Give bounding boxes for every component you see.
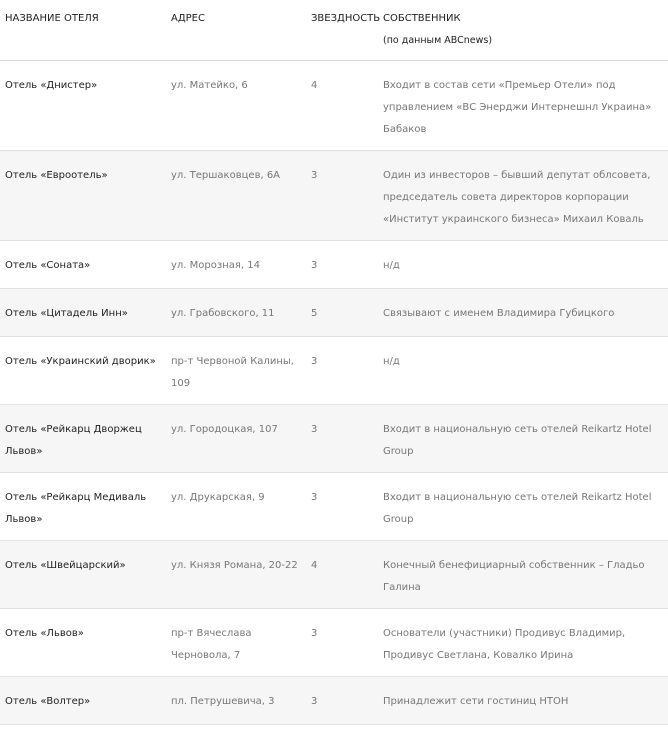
hotel-address: ул. Друкарская, 9 [166,473,306,541]
hotel-stars: 3 [306,677,378,725]
hotel-address: ул. Грабовского, 11 [166,289,306,337]
hotel-name: Отель «Днистер» [0,61,166,151]
hotel-address: пр-т Червоной Калины, 109 [166,337,306,405]
hotel-owner: Связывают с именем Владимира Губицкого [378,289,668,337]
hotel-address: пр-т Вячеслава Черновола, 7 [166,609,306,677]
hotel-stars: 3 [306,151,378,241]
header-address: АДРЕС [166,0,306,61]
table-row [0,405,668,473]
header-stars: ЗВЕЗДНОСТЬ [306,0,378,61]
hotel-owner: Входит в состав сети «Премьер Отели» под управлением «ВС Энерджи Интернешнл Украина» Бабаков [378,61,668,151]
table-row [0,61,668,151]
header-owner-label: СОБСТВЕННИК [383,13,461,24]
hotel-owner: Входит в национальную сеть отелей Reikartz Hotel Group [378,405,668,473]
table-row [0,677,668,725]
hotel-name: Отель «Львов» [0,609,166,677]
hotel-stars: 5 [306,289,378,337]
header-owner-note: (по данным ABCnews) [383,35,493,46]
hotel-address: ул. Городоцкая, 107 [166,405,306,473]
hotel-stars: 4 [306,61,378,151]
hotel-address: ул. Тершаковцев, 6А [166,151,306,241]
hotel-stars: 3 [306,609,378,677]
hotel-owner: Конечный бенефициарный собственник – Гладьо Галина [378,541,668,609]
table-row [0,473,668,541]
hotel-owner: Основатели (участники) Продивус Владимир, Продивус Светлана, Ковалко Ирина [378,609,668,677]
hotel-name: Отель «Украинский дворик» [0,337,166,405]
table-row [0,151,668,241]
hotel-owner: Входит в национальную сеть отелей Reikartz Hotel Group [378,473,668,541]
hotel-owner: Один из инвесторов – бывший депутат облсовета, председатель совета директоров корпорации «Институт украинского бизнеса» Михаил Коваль [378,151,668,241]
table-row [0,289,668,337]
header-name: НАЗВАНИЕ ОТЕЛЯ [0,0,166,61]
hotel-stars: 4 [306,541,378,609]
table-header-row [0,0,668,61]
hotel-address: пл. Петрушевича, 3 [166,677,306,725]
header-owner [378,0,668,61]
hotel-stars: 3 [306,337,378,405]
hotel-owner: н/д [378,241,668,289]
hotel-stars: 3 [306,241,378,289]
hotel-name: Отель «Волтер» [0,677,166,725]
hotel-name: Отель «Евроотель» [0,151,166,241]
hotel-stars: 3 [306,473,378,541]
hotel-name: Отель «Рейкарц Медиваль Львов» [0,473,166,541]
hotel-name: Отель «Цитадель Инн» [0,289,166,337]
hotel-stars: 3 [306,405,378,473]
table-row [0,541,668,609]
table-row [0,241,668,289]
hotel-address: ул. Князя Романа, 20-22 [166,541,306,609]
hotel-owner: н/д [378,337,668,405]
hotel-address: ул. Морозная, 14 [166,241,306,289]
hotel-name: Отель «Рейкарц Дворжец Львов» [0,405,166,473]
hotel-name: Отель «Соната» [0,241,166,289]
hotel-name: Отель «Швейцарский» [0,541,166,609]
table-row [0,337,668,405]
table-row [0,609,668,677]
hotel-address: ул. Матейко, 6 [166,61,306,151]
hotel-owner: Принадлежит сети гостиниц НТОН [378,677,668,725]
